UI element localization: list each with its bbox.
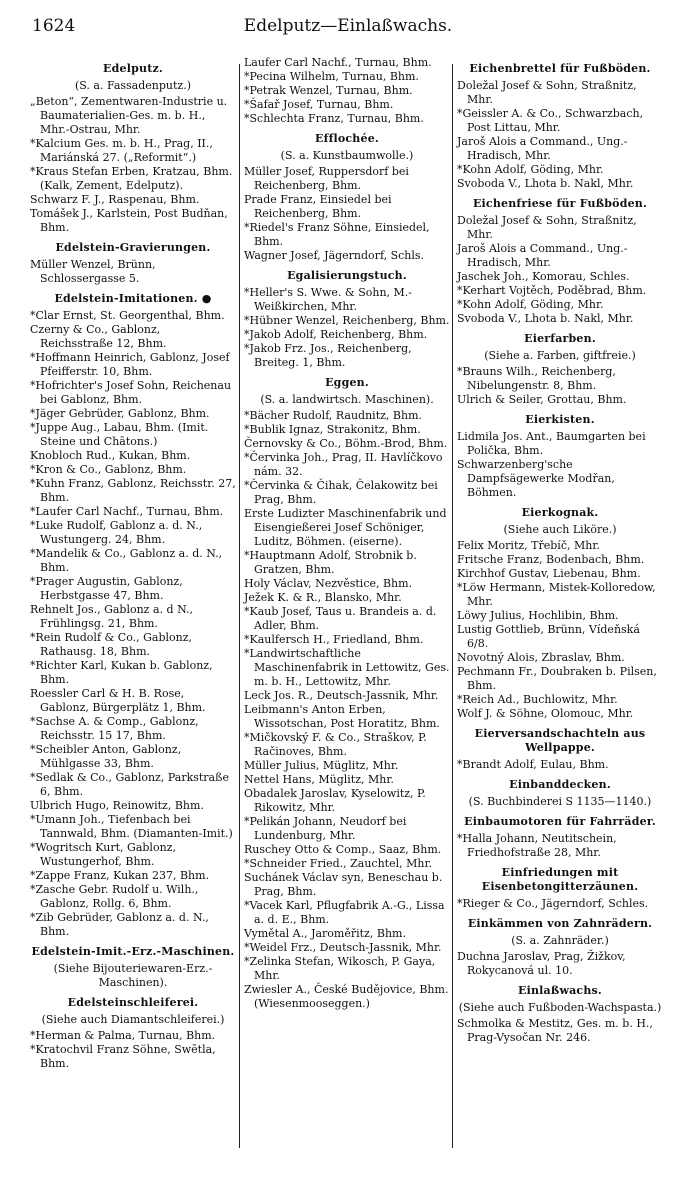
directory-section xyxy=(30,241,236,286)
section-heading: Egalisierungstuch. xyxy=(287,269,407,282)
section-heading: Eierkisten. xyxy=(525,413,595,426)
directory-entry: *Schneider Fried., Zauchtel, Mhr. xyxy=(244,857,433,870)
column-1 xyxy=(30,56,236,1071)
directory-section xyxy=(457,917,663,978)
directory-entry: Rehnelt Jos., Gablonz a. d N., Frühlingsg. 21, Bhm. xyxy=(30,603,193,630)
section-heading: Einbaumotoren für Fahrräder. xyxy=(464,815,656,828)
section-heading: Einfriedungen mit Eisenbetongitterzäunen. xyxy=(481,866,639,893)
section-note: (Siehe auch Fußboden-Wachspasta.) xyxy=(458,1001,662,1014)
directory-entry: *Pelikán Johann, Neudorf bei Lundenburg, Mhr. xyxy=(244,815,407,842)
directory-entry: Pechmann Fr., Doubraken b. Pilsen, Bhm. xyxy=(457,665,657,692)
directory-entry: Prade Franz, Einsiedel bei Reichenberg, Bhm. xyxy=(244,193,392,220)
section-heading: Edelsteinschleiferei. xyxy=(67,996,199,1009)
section-heading: Eierfarben. xyxy=(524,332,596,345)
directory-section xyxy=(244,132,450,263)
directory-entry: Obadalek Jaroslav, Kyselowitz, P. Rikowitz, Mhr. xyxy=(244,787,426,814)
directory-entry: *Kuhn Franz, Gablonz, Reichsstr. 27, Bhm. xyxy=(30,477,236,504)
directory-entry: *Jakob Adolf, Reichenberg, Bhm. xyxy=(244,328,428,341)
directory-entry: *Petrak Wenzel, Turnau, Bhm. xyxy=(244,84,413,97)
directory-section xyxy=(457,197,663,326)
directory-entry: Leibmann's Anton Erben, Wissotschan, Post Horatitz, Bhm. xyxy=(244,703,440,730)
directory-entry: *Hofrichter's Josef Sohn, Reichenau bei Gablonz, Bhm. xyxy=(30,379,232,406)
directory-entry: Svoboda V., Lhota b. Nakl, Mhr. xyxy=(457,177,634,190)
directory-entry: Svoboda V., Lhota b. Nakl, Mhr. xyxy=(457,312,634,325)
directory-entry: Jaroš Alois a Command., Ung.-Hradisch, Mhr. xyxy=(457,135,628,162)
directory-entry: *Laufer Carl Nachf., Turnau, Bhm. xyxy=(30,505,224,518)
directory-entry: Suchánek Václav syn, Beneschau b. Prag, Bhm. xyxy=(244,871,443,898)
directory-entry: Schwarz F. J., Raspenau, Bhm. xyxy=(30,193,200,206)
directory-entry: Czerny & Co., Gablonz, Reichsstraße 12, Bhm. xyxy=(30,323,167,350)
directory-entry: *Bächer Rudolf, Raudnitz, Bhm. xyxy=(244,409,422,422)
directory-entry: *Sedlak & Co., Gablonz, Parkstraße 6, Bhm. xyxy=(30,771,229,798)
directory-entry: *Kerhart Vojtěch, Poděbrad, Bhm. xyxy=(457,284,647,297)
section-note: (Siehe a. Farben, giftfreie.) xyxy=(484,349,636,362)
directory-entry: Nettel Hans, Müglitz, Mhr. xyxy=(244,773,394,786)
directory-entry: Ruschey Otto & Comp., Saaz, Bhm. xyxy=(244,843,442,856)
section-heading: Efflochée. xyxy=(315,132,379,145)
directory-entry: *Rieger & Co., Jägerndorf, Schles. xyxy=(457,897,649,910)
page-title: Edelputz—Einlaßwachs. xyxy=(243,16,453,36)
directory-section xyxy=(457,506,663,721)
directory-entry: *Herman & Palma, Turnau, Bhm. xyxy=(30,1029,216,1042)
directory-entry: Felix Moritz, Třebíč, Mhr. xyxy=(457,539,600,552)
directory-entry: Löwy Julius, Hochlibin, Bhm. xyxy=(457,609,619,622)
directory-entry: *Zasche Gebr. Rudolf u. Wilh., Gablonz, Rollg. 6, Bhm. xyxy=(30,883,199,910)
directory-entry: *Sachse A. & Comp., Gablonz, Reichsstr. 15 17, Bhm. xyxy=(30,715,199,742)
directory-entry: *Wogritsch Kurt, Gablonz, Wustungerhof, Bhm. xyxy=(30,841,176,868)
directory-entry: *Kratochvil Franz Söhne, Swētla, Bhm. xyxy=(30,1043,216,1070)
directory-section xyxy=(457,413,663,500)
section-note: (Siehe Bijouteriewaren-Erz.-Maschinen). xyxy=(53,962,213,989)
directory-entry: *Schlechta Franz, Turnau, Bhm. xyxy=(244,112,424,125)
section-heading: Edelputz. xyxy=(103,62,163,75)
directory-entry: *Luke Rudolf, Gablonz a. d. N., Wustungerg. 24, Bhm. xyxy=(30,519,203,546)
section-note: (Siehe auch Diamantschleiferei.) xyxy=(41,1013,225,1026)
directory-entry: *Jakob Frz. Jos., Reichenberg, Breiteg. 1, Bhm. xyxy=(244,342,412,369)
section-note: (S. a. Fassadenputz.) xyxy=(74,79,192,92)
directory-section xyxy=(30,945,236,990)
section-heading: Eggen. xyxy=(325,376,369,389)
directory-section xyxy=(457,778,663,809)
directory-entry: *Zappe Franz, Kukan 237, Bhm. xyxy=(30,869,210,882)
directory-entry: Müller Julius, Müglitz, Mhr. xyxy=(244,759,399,772)
directory-entry: Fritsche Franz, Bodenbach, Bhm. xyxy=(457,553,645,566)
directory-entry: Kirchhof Gustav, Liebenau, Bhm. xyxy=(457,567,641,580)
directory-entry: *Kohn Adolf, Göding, Mhr. xyxy=(457,163,604,176)
directory-entry: Doležal Josef & Sohn, Straßnitz, Mhr. xyxy=(457,214,637,241)
directory-section xyxy=(457,332,663,407)
directory-entry: *Weidel Frz., Deutsch-Jassnik, Mhr. xyxy=(244,941,442,954)
directory-entry: Schwarzenberg'sche Dampfsägewerke Modřan, Böhmen. xyxy=(457,458,615,499)
directory-entry: *Bublik Ignaz, Strakonitz, Bhm. xyxy=(244,423,421,436)
directory-entry: Wolf J. & Söhne, Olomouc, Mhr. xyxy=(457,707,634,720)
section-heading: Einkämmen von Zahnrädern. xyxy=(467,917,653,930)
directory-section xyxy=(457,984,663,1045)
directory-section xyxy=(457,815,663,860)
directory-entry: *Hoffmann Heinrich, Gablonz, Josef Pfeifferstr. 10, Bhm. xyxy=(30,351,230,378)
directory-entry: *Mičkovský F. & Co., Straškov, P. Račinoves, Bhm. xyxy=(244,731,427,758)
column-divider xyxy=(452,64,453,1148)
section-heading: Edelstein-Imitationen. ● xyxy=(54,292,212,305)
directory-entry: *Heller's S. Wwe. & Sohn, M.-Weißkirchen, Mhr. xyxy=(244,286,413,313)
directory-entry: Vymětal A., Jaroměřitz, Bhm. xyxy=(244,927,406,940)
directory-entry: *Umann Joh., Tiefenbach bei Tannwald, Bhm. (Diamanten-Imit.) xyxy=(30,813,233,840)
directory-entry: Doležal Josef & Sohn, Straßnitz, Mhr. xyxy=(457,79,637,106)
directory-entry: Holy Václav, Nezvěstice, Bhm. xyxy=(244,577,413,590)
column-3 xyxy=(457,56,663,1045)
directory-entry: Schmolka & Mestitz, Ges. m. b. H., Prag-Vysočan Nr. 246. xyxy=(457,1017,653,1044)
section-heading: Eichenfriese für Fußböden. xyxy=(472,197,648,210)
directory-entry: *Löw Hermann, Mistek-Kolloredow, Mhr. xyxy=(457,581,656,608)
directory-entry: Jaroš Alois a Command., Ung.-Hradisch, Mhr. xyxy=(457,242,628,269)
directory-entry: *Scheibler Anton, Gablonz, Mühlgasse 33, Bhm. xyxy=(30,743,182,770)
section-heading: Einbanddecken. xyxy=(509,778,611,791)
directory-entry: Lustig Gottlieb, Brünn, Vídeňská 6/8. xyxy=(457,623,640,650)
directory-entry: *Jäger Gebrüder, Gablonz, Bhm. xyxy=(30,407,210,420)
directory-entry: *Kron & Co., Gablonz, Bhm. xyxy=(30,463,187,476)
directory-entry: Ulrich & Seiler, Grottau, Bhm. xyxy=(457,393,627,406)
directory-entry: Laufer Carl Nachf., Turnau, Bhm. xyxy=(244,56,432,69)
directory-entry: *Červinka & Čihak, Čelakowitz bei Prag, Bhm. xyxy=(244,479,438,506)
directory-entry: *Rein Rudolf & Co., Gablonz, Rathausg. 18, Bhm. xyxy=(30,631,193,658)
section-heading: Eierkognak. xyxy=(521,506,599,519)
directory-entry: *Reich Ad., Buchlowitz, Mhr. xyxy=(457,693,618,706)
directory-section xyxy=(244,269,450,370)
directory-entry: *Brandt Adolf, Eulau, Bhm. xyxy=(457,758,609,771)
directory-section xyxy=(244,56,450,126)
directory-entry: Duchna Jaroslav, Prag, Žižkov, Rokycanová ul. 10. xyxy=(457,950,626,977)
directory-entry: *Pecina Wilhelm, Turnau, Bhm. xyxy=(244,70,419,83)
directory-section xyxy=(457,727,663,772)
column-divider xyxy=(239,64,240,1148)
directory-entry: *Clar Ernst, St. Georgenthal, Bhm. xyxy=(30,309,225,322)
directory-entry: *Kaulfersch H., Friedland, Bhm. xyxy=(244,633,424,646)
directory-entry: *Prager Augustin, Gablonz, Herbstgasse 47, Bhm. xyxy=(30,575,183,602)
directory-entry: Müller Josef, Ruppersdorf bei Reichenberg, Bhm. xyxy=(244,165,409,192)
directory-entry: Lidmila Jos. Ant., Baumgarten bei Polička, Bhm. xyxy=(457,430,646,457)
directory-section xyxy=(30,996,236,1071)
directory-entry: *Landwirtschaftliche Maschinenfabrik in Lettowitz, Ges. m. b. H., Lettowitz, Mhr. xyxy=(244,647,450,688)
section-note: (S. Buchbinderei S 1135—1140.) xyxy=(468,795,652,808)
directory-section xyxy=(457,866,663,911)
directory-entry: *Brauns Wilh., Reichenberg, Nibelungenstr. 8, Bhm. xyxy=(457,365,616,392)
directory-entry: *Kaub Josef, Taus u. Brandeis a. d. Adler, Bhm. xyxy=(244,605,437,632)
directory-entry: Wagner Josef, Jägerndorf, Schls. xyxy=(244,249,425,262)
directory-section xyxy=(30,62,236,235)
page-header xyxy=(28,16,668,44)
directory-section xyxy=(244,376,450,1011)
directory-entry: Müller Wenzel, Brünn, Schlossergasse 5. xyxy=(30,258,156,285)
directory-entry: Ulbrich Hugo, Reinowitz, Bhm. xyxy=(30,799,204,812)
directory-entry: Erste Ludizter Maschinenfabrik und Eisengießerei Josef Schöniger, Luditz, Böhmen. (eiserne). xyxy=(244,507,447,548)
directory-entry: „Beton“, Zementwaren-Industrie u. Baumaterialien-Ges. m. b. H., Mhr.-Ostrau, Mhr. xyxy=(30,95,228,136)
directory-entry: Leck Jos. R., Deutsch-Jassnik, Mhr. xyxy=(244,689,439,702)
directory-entry: *Červinka Joh., Prag, II. Havlíčkovo nám. 32. xyxy=(244,451,443,478)
section-heading: Eichenbrettel für Fußböden. xyxy=(469,62,651,75)
directory-entry: *Kalcium Ges. m. b. H., Prag, II., Mariánská 27. („Reformit“.) xyxy=(30,137,213,164)
section-note: (S. a. Zahnräder.) xyxy=(511,934,609,947)
directory-entry: *Kraus Stefan Erben, Kratzau, Bhm. (Kalk, Zement, Edelputz). xyxy=(30,165,233,192)
section-heading: Edelstein-Imit.-Erz.-Maschinen. xyxy=(31,945,235,958)
directory-entry: *Riedel's Franz Söhne, Einsiedel, Bhm. xyxy=(244,221,430,248)
directory-entry: Novotný Alois, Zbraslav, Bhm. xyxy=(457,651,625,664)
section-note: (Siehe auch Liköre.) xyxy=(503,523,617,536)
section-heading: Edelstein-Gravierungen. xyxy=(55,241,211,254)
directory-entry: Ježek K. & R., Blansko, Mhr. xyxy=(244,591,402,604)
directory-entry: Roessler Carl & H. B. Rose, Gablonz, Bürgerplätz 1, Bhm. xyxy=(30,687,206,714)
directory-entry: *Juppe Aug., Labau, Bhm. (Imit. Steine und Chātons.) xyxy=(30,421,209,448)
section-note: (S. a. Kunstbaumwolle.) xyxy=(280,149,414,162)
directory-section xyxy=(30,292,236,939)
section-note: (S. a. landwirtsch. Maschinen). xyxy=(260,393,434,406)
directory-entry: *Vacek Karl, Pflugfabrik A.-G., Lissa a. d. E., Bhm. xyxy=(244,899,445,926)
directory-entry: Tomášek J., Karlstein, Post Budňan, Bhm. xyxy=(30,207,228,234)
directory-entry: *Zib Gebrüder, Gablonz a. d. N., Bhm. xyxy=(30,911,209,938)
column-2 xyxy=(244,56,450,1011)
directory-entry: *Zelinka Stefan, Wikosch, P. Gaya, Mhr. xyxy=(244,955,436,982)
directory-entry: *Šafař Josef, Turnau, Bhm. xyxy=(244,98,394,111)
section-heading: Einlaßwachs. xyxy=(518,984,602,997)
directory-entry: *Mandelik & Co., Gablonz a. d. N., Bhm. xyxy=(30,547,223,574)
directory-entry: Knobloch Rud., Kukan, Bhm. xyxy=(30,449,191,462)
directory-section xyxy=(457,62,663,191)
directory-entry: *Hübner Wenzel, Reichenberg, Bhm. xyxy=(244,314,450,327)
directory-entry: *Hauptmann Adolf, Strobnik b. Gratzen, Bhm. xyxy=(244,549,417,576)
page-number: 1624 xyxy=(32,16,76,36)
directory-entry: *Kohn Adolf, Göding, Mhr. xyxy=(457,298,604,311)
directory-entry: Zwiesler A., České Budějovice, Bhm. (Wiesenmooseggen.) xyxy=(244,983,449,1010)
directory-entry: Černovsky & Co., Böhm.-Brod, Bhm. xyxy=(244,437,448,450)
directory-entry: *Halla Johann, Neutitschein, Friedhofstraße 28, Mhr. xyxy=(457,832,617,859)
directory-entry: Jaschek Joh., Komorau, Schles. xyxy=(457,270,630,283)
directory-entry: *Richter Karl, Kukan b. Gablonz, Bhm. xyxy=(30,659,213,686)
directory-entry: *Geissler A. & Co., Schwarzbach, Post Littau, Mhr. xyxy=(457,107,644,134)
section-heading: Eierversandschachteln aus Wellpappe. xyxy=(474,727,646,754)
